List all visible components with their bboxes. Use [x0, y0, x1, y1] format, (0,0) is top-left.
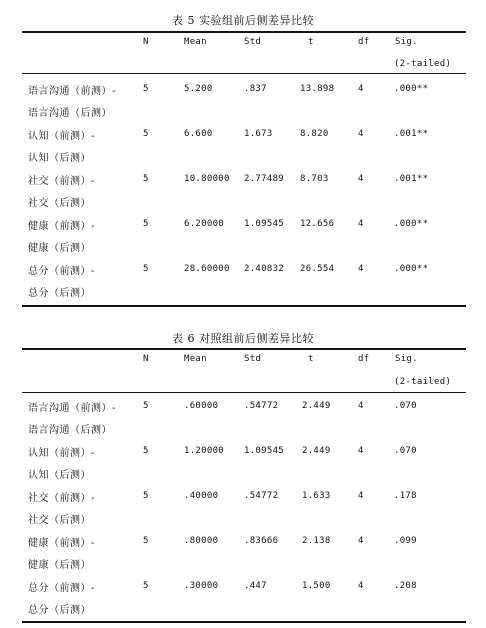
cell-sig: .070	[394, 446, 417, 456]
cell-std: 1.09545	[244, 219, 285, 229]
cell-n: 5	[143, 401, 149, 411]
cell-mean: 5.200	[184, 84, 213, 94]
cell-n: 5	[143, 581, 149, 591]
cell-df: 4	[358, 174, 364, 184]
row-label-post: 社交（后测）	[28, 515, 91, 526]
header-mean: Mean	[184, 354, 207, 364]
cell-sig: .070	[394, 401, 417, 411]
cell-sig: .001**	[394, 174, 429, 184]
cell-t: 12.656	[300, 219, 335, 229]
table-header-rule	[22, 73, 466, 74]
header-n: N	[143, 354, 149, 364]
row-label-post: 认知（后测）	[28, 153, 91, 164]
row-label-post: 健康（后测）	[28, 560, 91, 571]
cell-mean: 6.20000	[184, 219, 225, 229]
cell-n: 5	[143, 174, 149, 184]
row-label-pre: 健康（前测）-	[28, 221, 95, 232]
cell-sig: .099	[394, 536, 417, 546]
header-sig: Sig.	[395, 37, 418, 47]
cell-t: 2.449	[302, 446, 331, 456]
row-label-pre: 语言沟通（前测）-	[28, 86, 116, 97]
row-label-post: 健康（后测）	[28, 243, 91, 254]
table-caption: 表 6 对照组前后侧差异比较	[172, 332, 314, 345]
row-label-post: 社交（后测）	[28, 198, 91, 209]
header-mean: Mean	[184, 37, 207, 47]
table-header-rule	[22, 392, 466, 393]
cell-df: 4	[358, 219, 364, 229]
header-n: N	[143, 37, 149, 47]
table-bottom-rule	[22, 621, 466, 623]
cell-mean: .30000	[184, 581, 219, 591]
cell-sig: .208	[394, 581, 417, 591]
cell-n: 5	[143, 264, 149, 274]
row-label-pre: 认知（前测）-	[28, 131, 95, 142]
header-t: t	[308, 37, 314, 47]
row-label-pre: 语言沟通（前测）-	[28, 403, 116, 414]
row-label-pre: 总分（前测）-	[28, 583, 95, 594]
cell-df: 4	[358, 491, 364, 501]
cell-n: 5	[143, 536, 149, 546]
row-label-pre: 健康（前测）-	[28, 538, 95, 549]
row-label-pre: 认知（前测）-	[28, 448, 95, 459]
cell-t: 26.554	[300, 264, 335, 274]
row-label-post: 语言沟通（后测）	[28, 108, 112, 119]
row-label-pre: 总分（前测）-	[28, 266, 95, 277]
cell-std: .54772	[244, 401, 279, 411]
cell-sig: .000**	[394, 219, 429, 229]
cell-std: 2.40832	[244, 264, 285, 274]
cell-df: 4	[358, 401, 364, 411]
row-label-post: 认知（后测）	[28, 470, 91, 481]
table-bottom-rule	[22, 305, 466, 307]
header-std: Std	[244, 354, 262, 364]
cell-mean: .80000	[184, 536, 219, 546]
header-std: Std	[244, 37, 262, 47]
cell-sig: .001**	[394, 129, 429, 139]
table-top-rule	[22, 348, 466, 350]
cell-mean: .40000	[184, 491, 219, 501]
cell-t: 1.633	[302, 491, 331, 501]
row-label-post: 总分（后测）	[28, 288, 91, 299]
cell-df: 4	[358, 581, 364, 591]
cell-std: .447	[244, 581, 267, 591]
cell-mean: 10.80000	[184, 174, 230, 184]
cell-std: .837	[244, 84, 267, 94]
cell-std: 2.77489	[244, 174, 285, 184]
cell-std: 1.09545	[244, 446, 285, 456]
cell-df: 4	[358, 446, 364, 456]
row-label-post: 总分（后测）	[28, 605, 91, 616]
header-df: df	[358, 354, 370, 364]
header-t: t	[308, 354, 314, 364]
cell-n: 5	[143, 84, 149, 94]
cell-n: 5	[143, 219, 149, 229]
cell-n: 5	[143, 446, 149, 456]
cell-n: 5	[143, 491, 149, 501]
cell-df: 4	[358, 264, 364, 274]
table-caption: 表 5 实验组前后侧差异比较	[172, 14, 314, 27]
cell-t: 1.500	[302, 581, 331, 591]
cell-sig: .000**	[394, 84, 429, 94]
cell-sig: .178	[394, 491, 417, 501]
cell-n: 5	[143, 129, 149, 139]
cell-t: 2.138	[302, 536, 331, 546]
cell-mean: 1.20000	[184, 446, 225, 456]
cell-std: .54772	[244, 491, 279, 501]
cell-sig: .000**	[394, 264, 429, 274]
cell-t: 8.820	[300, 129, 329, 139]
cell-t: 8.703	[300, 174, 329, 184]
cell-t: 2.449	[302, 401, 331, 411]
cell-std: .83666	[244, 536, 279, 546]
row-label-post: 语言沟通（后测）	[28, 425, 112, 436]
cell-t: 13.898	[300, 84, 335, 94]
table-top-rule	[22, 31, 466, 33]
row-label-pre: 社交（前测）-	[28, 176, 95, 187]
cell-mean: .60000	[184, 401, 219, 411]
cell-mean: 28.60000	[184, 264, 230, 274]
row-label-pre: 社交（前测）-	[28, 493, 95, 504]
header-sig-tailed: (2-tailed)	[394, 377, 452, 387]
cell-mean: 6.600	[184, 129, 213, 139]
cell-df: 4	[358, 84, 364, 94]
header-sig: Sig.	[395, 354, 418, 364]
header-sig-tailed: (2-tailed)	[394, 59, 452, 69]
cell-df: 4	[358, 129, 364, 139]
cell-std: 1.673	[244, 129, 273, 139]
cell-df: 4	[358, 536, 364, 546]
header-df: df	[358, 37, 370, 47]
